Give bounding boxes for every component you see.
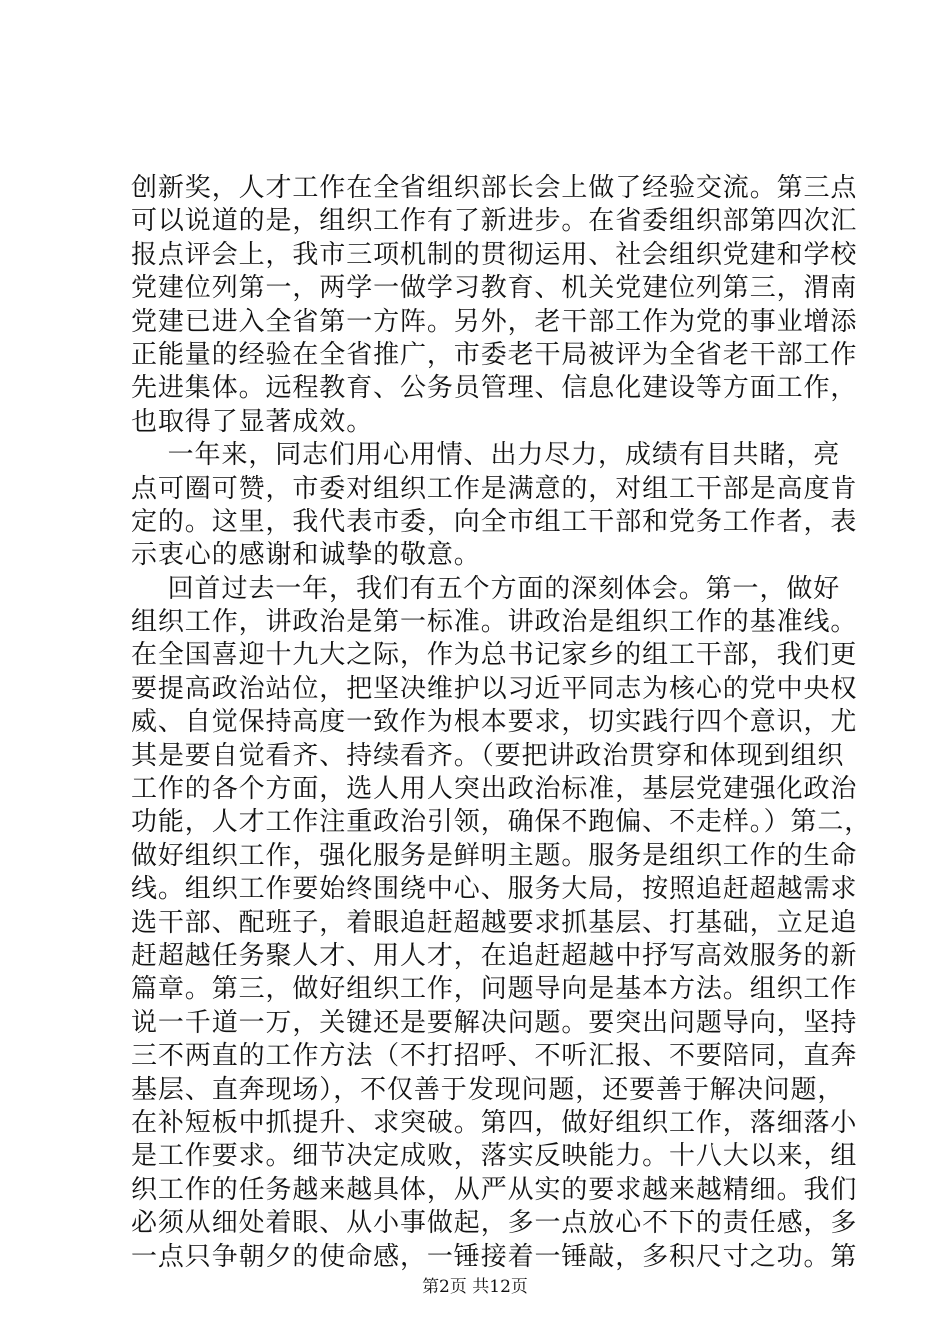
page-footer: 第2页 共12页	[422, 1277, 528, 1297]
text-line: 赶超越任务聚人才、用人才，在追赶超越中抒写高效服务的新	[131, 940, 858, 971]
text-line: 示衷心的感谢和诚挚的敬意。	[131, 540, 481, 571]
text-line: 回首过去一年，我们有五个方面的深刻体会。第一，做好	[131, 573, 841, 604]
text-line: 篇章。第三，做好组织工作，问题导向是基本方法。组织工作	[131, 974, 858, 1005]
text-line: 基层、直奔现场），不仅善于发现问题，还要善于解决问题，	[131, 1074, 845, 1105]
text-line: 功能，人才工作注重政治引领，确保不跑偏、不走样。）第二，	[131, 807, 872, 838]
text-line: 组织工作，讲政治是第一标准。讲政治是组织工作的基准线。	[131, 607, 858, 638]
text-line: 可以说道的是，组织工作有了新进步。在省委组织部第四次汇	[131, 206, 858, 237]
text-line: 要提高政治站位，把坚决维护以习近平同志为核心的党中央权	[131, 673, 858, 704]
text-line: 在补短板中抓提升、求突破。第四，做好组织工作，落细落小	[131, 1107, 858, 1138]
text-line: 一年来，同志们用心用情、出力尽力，成绩有目共睹，亮	[131, 440, 841, 471]
text-line: 一点只争朝夕的使命感，一锤接着一锤敲，多积尺寸之功。第	[131, 1241, 858, 1272]
text-line: 先进集体。远程教育、公务员管理、信息化建设等方面工作，	[131, 373, 858, 404]
text-line: 线。组织工作要始终围绕中心、服务大局，按照追赶超越需求	[131, 874, 858, 905]
body-text	[131, 172, 872, 1274]
text-line: 织工作的任务越来越具体，从严从实的要求越来越精细。我们	[131, 1174, 858, 1205]
text-line: 是工作要求。细节决定成败，落实反映能力。十八大以来，组	[131, 1141, 858, 1172]
text-line: 定的。这里，我代表市委，向全市组工干部和党务工作者，表	[131, 506, 858, 537]
text-line: 必须从细处着眼、从小事做起，多一点放心不下的责任感，多	[131, 1208, 858, 1239]
text-line: 威、自觉保持高度一致作为根本要求，切实践行四个意识，尤	[131, 707, 858, 738]
text-line: 党建位列第一，两学一做学习教育、机关党建位列第三，渭南	[131, 273, 858, 304]
text-line: 做好组织工作，强化服务是鲜明主题。服务是组织工作的生命	[131, 840, 858, 871]
text-line: 在全国喜迎十九大之际，作为总书记家乡的组工干部，我们更	[131, 640, 858, 671]
text-line: 也取得了显著成效。	[131, 406, 374, 437]
text-line: 说一千道一万，关键还是要解决问题。要突出问题导向，坚持	[131, 1007, 858, 1038]
text-line: 点可圈可赞，市委对组织工作是满意的，对组工干部是高度肯	[131, 473, 858, 504]
text-line: 其是要自觉看齐、持续看齐。（要把讲政治贯穿和体现到组织	[131, 740, 845, 771]
text-line: 三不两直的工作方法（不打招呼、不听汇报、不要陪同，直奔	[131, 1041, 858, 1072]
text-line: 工作的各个方面，选人用人突出政治标准，基层党建强化政治	[131, 774, 858, 805]
text-line: 创新奖，人才工作在全省组织部长会上做了经验交流。第三点	[131, 173, 858, 203]
text-line: 正能量的经验在全省推广，市委老干局被评为全省老干部工作	[131, 339, 858, 370]
text-line: 党建已进入全省第一方阵。另外，老干部工作为党的事业增添	[131, 306, 858, 337]
text-line: 报点评会上，我市三项机制的贯彻运用、社会组织党建和学校	[131, 239, 858, 270]
text-line: 选干部、配班子，着眼追赶超越要求抓基层、打基础，立足追	[131, 907, 858, 938]
